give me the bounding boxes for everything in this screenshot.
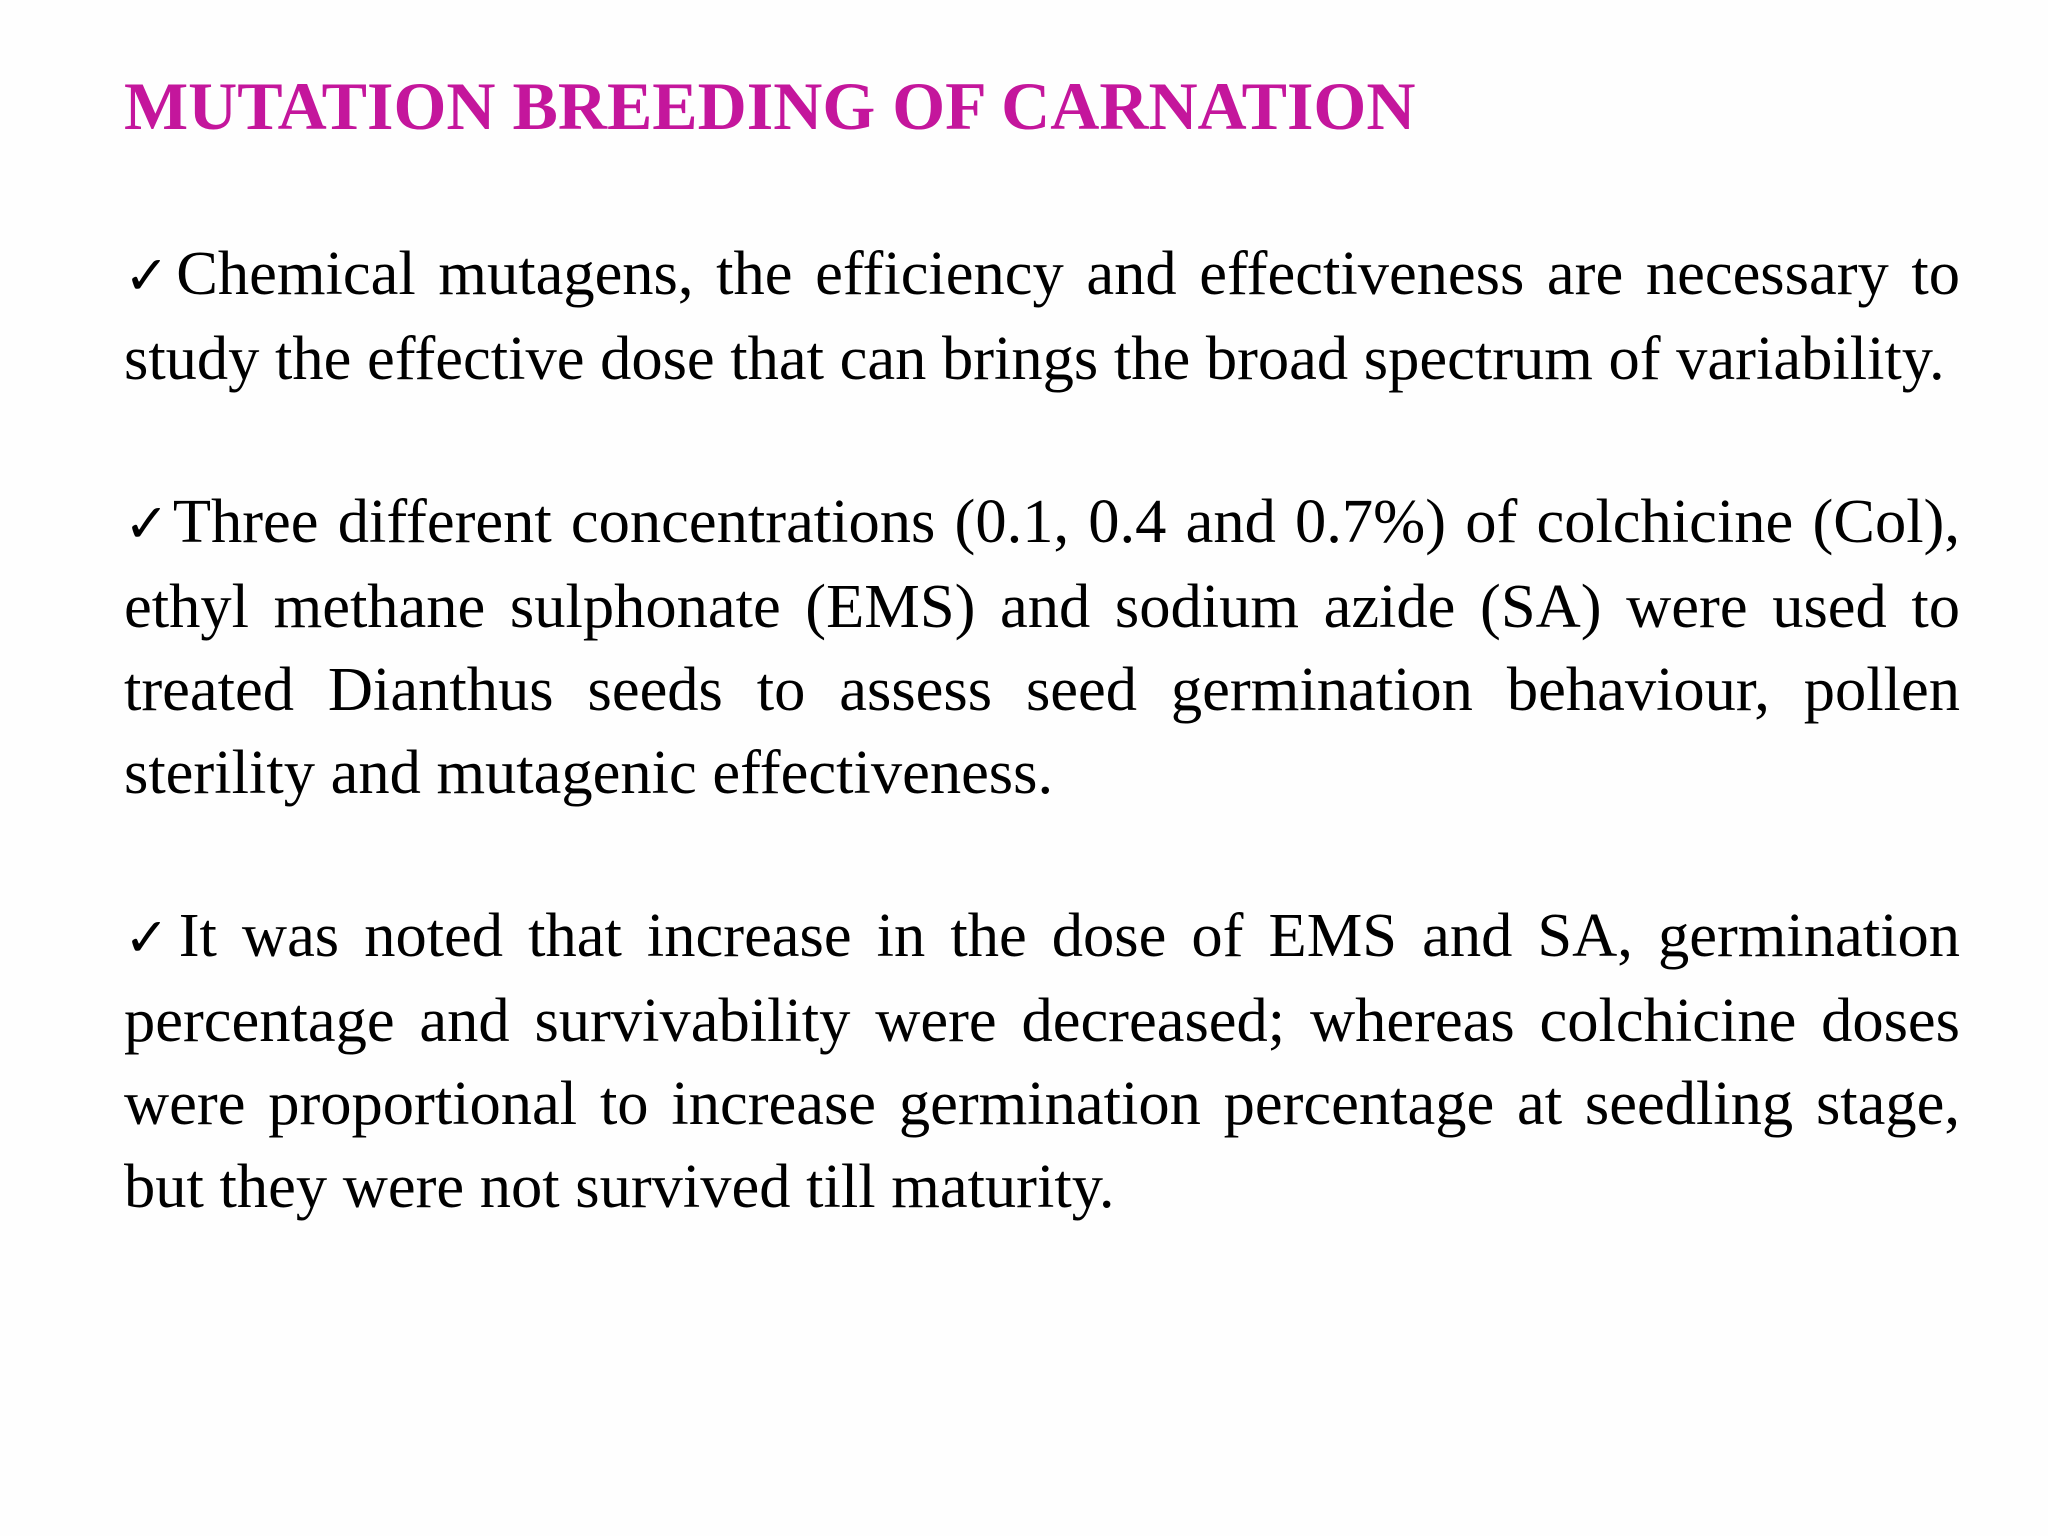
- slide-title: MUTATION BREEDING OF CARNATION: [124, 68, 1416, 144]
- bullet-text: It was noted that increase in the dose of EMS and SA, germination percentage and survivability were decreased; whereas colchicine doses were proportional to increase germination percentage at seedling stage, but they were not survived till maturity.: [124, 900, 1960, 1221]
- bullet-text: Chemical mutagens, the efficiency and effectiveness are necessary to study the effective dose that can brings the broad spectrum of variability.: [124, 238, 1960, 393]
- bullet-text: Three different concentrations (0.1, 0.4 and 0.7%) of colchicine (Col), ethyl methane sulphonate (EMS) and sodium azide (SA) were used to treated Dianthus seeds to assess seed germination behaviour, pollen sterility and mutagenic effectiveness.: [124, 486, 1960, 807]
- checkmark-icon: ✓: [124, 492, 173, 555]
- checkmark-icon: ✓: [124, 244, 177, 307]
- bullet-item: [124, 232, 1960, 400]
- checkmark-icon: ✓: [124, 906, 179, 969]
- bullet-list: [124, 232, 1960, 1228]
- bullet-item: [124, 894, 1960, 1228]
- bullet-item: [124, 480, 1960, 814]
